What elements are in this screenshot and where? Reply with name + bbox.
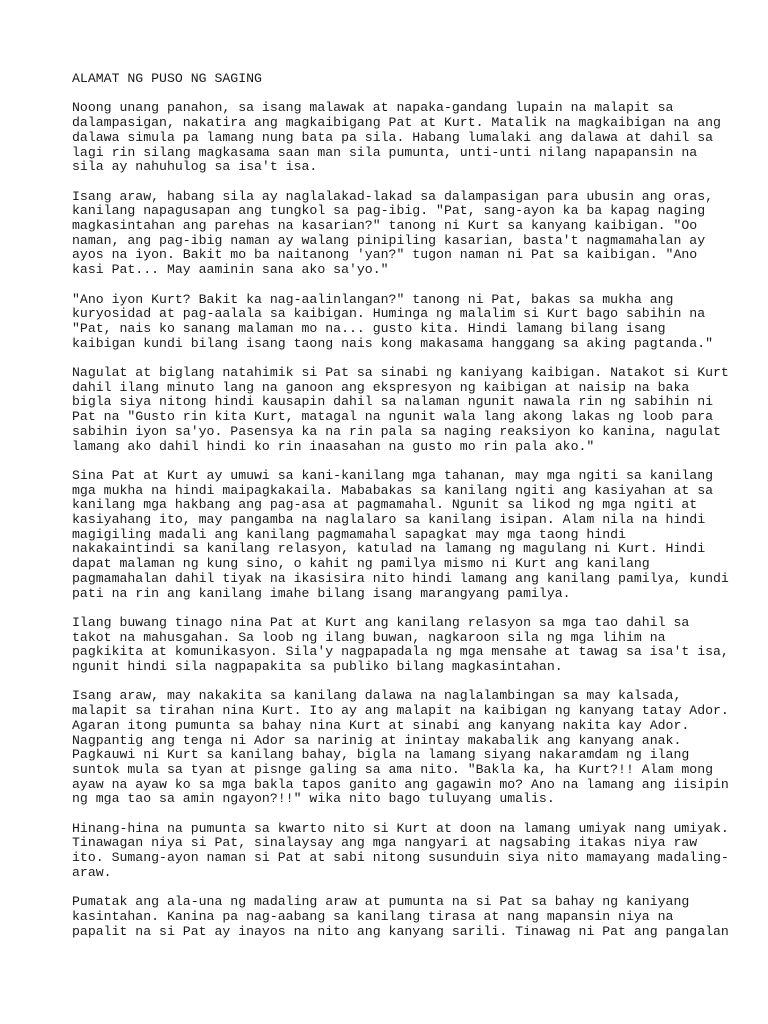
text-line: ito. Sumang-ayon naman si Pat at sabi nitong susunduin siya nito mamayang madaling-	[72, 850, 729, 866]
paragraph-1	[72, 101, 732, 175]
text-line: dahil ilang minuto lang na ganoon ang ekspresyon ng kaibigan at naisip na baka	[72, 379, 690, 395]
paragraph-8	[72, 822, 732, 881]
paragraph-3	[72, 293, 732, 352]
text-line: pagmamahalan dahil tiyak na ikasisira nito hindi lamang ang kanilang pamilya, kundi	[72, 570, 729, 586]
text-line: Nagpantig ang tenga ni Ador sa narinig at inintay makabalik ang kanyang anak.	[72, 732, 682, 748]
paragraph-9	[72, 895, 732, 939]
text-line: Nagulat at biglang natahimik si Pat sa sinabi ng kaniyang kaibigan. Natakot si Kurt	[72, 365, 729, 380]
text-line: ng mga tao sa amin ngayon?!!" wika nito bago tuluyang umalis.	[72, 791, 555, 807]
text-line: lamang ako dahil hindi ko rin inaasahan na gusto mo rin pala ako."	[72, 438, 595, 454]
text-line: takot na mahusgahan. Sa loob ng ilang buwan, nagkaroon sila ng mga lihim na	[72, 629, 666, 645]
text-line: mga mukha na hindi maipagkakaila. Mababakas sa kanilang ngiti ang kasiyahan at sa	[72, 482, 714, 498]
text-line: sila ay nahuhulog sa isa't isa.	[72, 159, 318, 175]
text-line: Tinawagan niya si Pat, sinalaysay ang mga nangyari at nagsabing itakas niya raw	[72, 835, 698, 851]
text-line: magkasintahan ang parehas na kasarian?" tanong ni Kurt sa kanyang kaibigan. "Oo	[72, 218, 698, 233]
text-line: kanilang mga hakbang ang pag-asa at pagmamahal. Ngunit sa likod ng mga ngiti at	[72, 497, 698, 513]
text-line: lagi rin silang magkasama saan man sila pumunta, unti-unti nilang napapansin na	[72, 144, 698, 160]
text-line: araw.	[72, 864, 112, 880]
text-line: Pumatak ang ala-una ng madaling araw at pumunta na si Pat sa bahay ng kaniyang	[72, 894, 690, 910]
text-line: suntok mula sa tyan at pisnge galing sa ama nito. "Bakla ka, ha Kurt?!! Alam mong	[72, 761, 714, 777]
text-line: bigla siya nitong hindi kausapin dahil sa nalaman ngunit nawala rin ng sabihin ni	[72, 394, 714, 410]
paragraph-4	[72, 366, 732, 454]
paragraph-6	[72, 616, 732, 675]
text-line: magigiling madali ang kanilang pagmamahal sapagkat may mga taong hindi	[72, 526, 626, 542]
text-line: dalawa simula pa lamang nung bata pa sila. Habang lumalaki ang dalawa at dahil sa	[72, 129, 714, 145]
text-line: Sina Pat at Kurt ay umuwi sa kani-kanilang mga tahanan, may mga ngiti sa kanilang	[72, 467, 714, 483]
text-line: "Pat, nais ko sanang malaman mo na... gusto kita. Hindi lamang bilang isang	[72, 320, 666, 336]
text-line: ngunit hindi sila nagpapakita sa publiko bilang magkasintahan.	[72, 659, 563, 675]
text-line: dapat malaman ng kung sino, o kahit ng pamilya mismo ni Kurt ang kanilang	[72, 556, 650, 572]
paragraph-7	[72, 689, 732, 807]
text-line: kaibigan kundi bilang isang taong nais kong makasama hanggang sa aking pagtanda."	[72, 335, 714, 351]
text-line: kuryosidad at pag-aalala sa kaibigan. Huminga ng malalim si Kurt bago sabihin na	[72, 306, 706, 322]
text-line: Isang araw, habang sila ay naglalakad-lakad sa dalampasigan para ubusin ang oras,	[72, 188, 714, 204]
text-line: Agaran itong pumunta sa bahay nina Kurt at sinabi ang kanyang nakita kay Ador.	[72, 717, 690, 733]
text-line: dalampasigan, nakatira ang magkaibigang Pat at Kurt. Matalik na magkaibigan na ang	[72, 115, 721, 131]
text-line: nakakaintindi sa kanilang relasyon, katulad na lamang ng magulang ni Kurt. Hindi	[72, 541, 706, 557]
text-line: ayaw na ayaw ko sa mga bakla tapos ganito ang gagawin mo? Ano na lamang ang iisipin	[72, 776, 729, 792]
text-line: sabihin iyon sa'yo. Pasensya ka na rin pala sa naging reaksiyon ko kanina, nagulat	[72, 423, 721, 439]
text-line: ayos na iyon. Bakit mo ba naitanong 'yan?" tugon naman ni Pat sa kaibigan. "Ano	[72, 247, 698, 263]
paragraph-5	[72, 469, 732, 601]
document-body	[72, 72, 732, 954]
text-line: kasiyahang ito, may pangamba na naglalaro sa kanilang isipan. Alam nila na hindi	[72, 512, 706, 528]
text-line: kasintahan. Kanina pa nag-aabang sa kanilang tirasa at nang mapansin niya na	[72, 908, 674, 924]
paragraph-2	[72, 190, 732, 278]
text-line: Noong unang panahon, sa isang malawak at napaka-gandang lupain na malapit sa	[72, 100, 674, 116]
text-line: "Ano iyon Kurt? Bakit ka nag-aalinlangan?" tanong ni Pat, bakas sa mukha ang	[72, 291, 674, 307]
text-line: kanilang napagusapan ang tungkol sa pag-ibig. "Pat, sang-ayon ka ba kapag naging	[72, 203, 706, 219]
text-line: Hinang-hina na pumunta sa kwarto nito si Kurt at doon na lamang umiyak nang umiyak.	[72, 820, 729, 836]
text-line: Isang araw, may nakakita sa kanilang dalawa na naglalambingan sa may kalsada,	[72, 688, 682, 704]
text-line: malapit sa tirahan nina Kurt. Ito ay ang malapit na kaibigan ng kanyang tatay Ador.	[72, 703, 729, 719]
text-line: pagkikita at komunikasyon. Sila'y nagpapadala ng mga mensahe at tawag sa isa't isa,	[72, 644, 729, 660]
text-line: pati na rin ang kanilang imahe bilang isang marangyang pamilya.	[72, 585, 571, 601]
text-line: Pat na "Gusto rin kita Kurt, matagal na ngunit wala lang akong lakas ng loob para	[72, 409, 714, 425]
document-title: ALAMAT NG PUSO NG SAGING	[72, 71, 262, 86]
text-line: naman, ang pag-ibig naman ay walang pinipiling kasarian, basta't nagmamahalan ay	[72, 232, 706, 248]
text-line: papalit na si Pat ay inayos na nito ang kanyang sarili. Tinawag ni Pat ang pangalan	[72, 923, 729, 939]
text-line: Ilang buwang tinago nina Pat at Kurt ang kanilang relasyon sa mga tao dahil sa	[72, 614, 690, 630]
text-line: Pagkauwi ni Kurt sa kanilang bahay, bigla na lamang siyang nakaramdam ng ilang	[72, 747, 690, 763]
text-line: kasi Pat... May aaminin sana ako sa'yo."	[72, 262, 389, 278]
